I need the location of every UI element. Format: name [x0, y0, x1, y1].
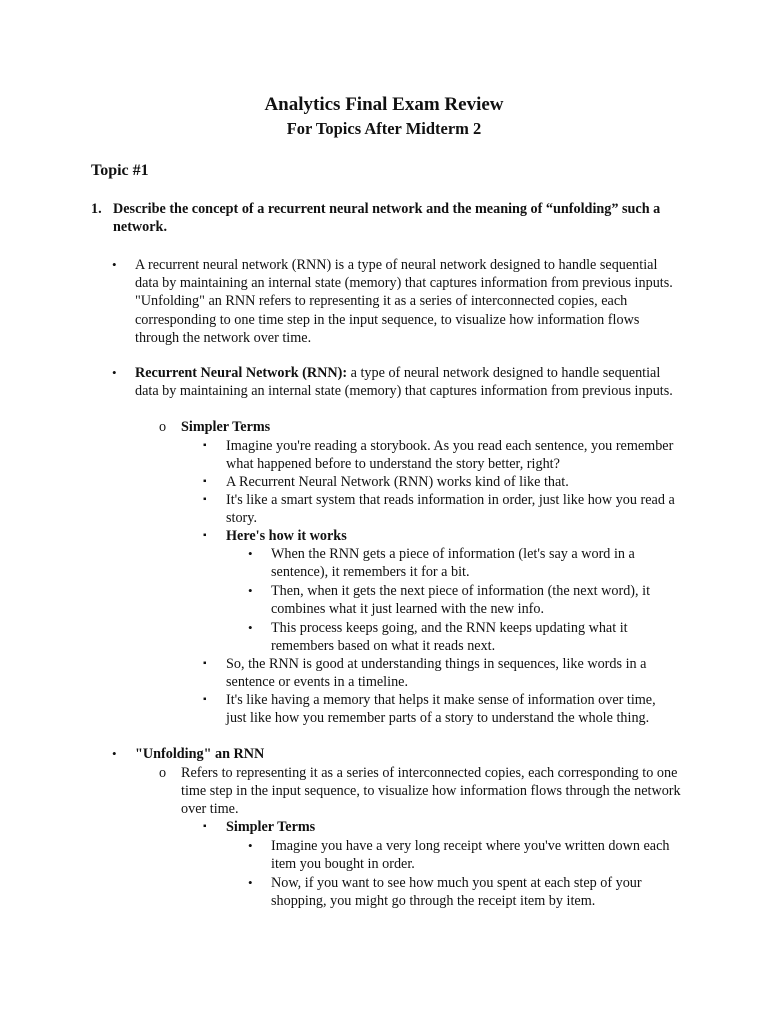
- rnn-definition: [135, 364, 680, 400]
- bullet-icon: •: [112, 365, 117, 380]
- list-item: It's like having a memory that helps it make sense of information over time, just like how you remember parts of a story to understand the whole thing.: [226, 692, 656, 727]
- question-number: 1.: [91, 201, 102, 217]
- bullet-icon: •: [248, 583, 253, 598]
- square-bullet-icon: ▪: [203, 694, 207, 705]
- list-item: When the RNN gets a piece of information (let's say a word in a sentence), it remembers it for a bit.: [271, 546, 635, 581]
- answer-summary: A recurrent neural network (RNN) is a type of neural network designed to handle sequential data by maintaining an internal state (memory) that captures information from previous inputs. "Unfolding" an RNN refers to representing it as a series of interconnected copies, each corresponding to one time step in the input sequence, to visualize how information flows through the network over time.: [135, 257, 673, 346]
- unfolding-label: "Unfolding" an RNN: [135, 746, 265, 762]
- rnn-text: a type of neural network designed to handle sequential data by maintaining an internal state (memory) that captures information from previous inputs.: [135, 365, 673, 400]
- list-item: So, the RNN is good at understanding things in sequences, like words in a sentence or events in a timeline.: [226, 656, 647, 691]
- question-text: Describe the concept of a recurrent neural network and the meaning of “unfolding” such a network.: [113, 201, 661, 236]
- square-bullet-icon: ▪: [203, 821, 207, 832]
- bullet-icon: •: [112, 257, 117, 272]
- list-item: This process keeps going, and the RNN keeps updating what it remembers based on what it reads next.: [271, 620, 628, 655]
- document-subtitle: For Topics After Midterm 2: [286, 119, 482, 138]
- square-bullet-icon: ▪: [203, 440, 207, 451]
- list-item: Imagine you have a very long receipt where you've written down each item you bought in order.: [271, 838, 670, 873]
- circle-bullet-icon: o: [159, 419, 167, 435]
- list-item: A Recurrent Neural Network (RNN) works kind of like that.: [226, 474, 569, 490]
- bullet-icon: •: [248, 620, 253, 635]
- list-item: Imagine you're reading a storybook. As you read each sentence, you remember what happened before to understand the story better, right?: [226, 438, 674, 473]
- square-bullet-icon: ▪: [203, 658, 207, 669]
- unfolding-simpler-terms-label: Simpler Terms: [226, 819, 316, 835]
- rnn-simpler-terms-label: Simpler Terms: [181, 419, 271, 435]
- unfolding-definition: Refers to representing it as a series of interconnected copies, each corresponding to one time step in the input sequence, to visualize how information flows through the network over time.: [181, 765, 681, 818]
- document-title: Analytics Final Exam Review: [264, 94, 504, 115]
- bullet-icon: •: [248, 838, 253, 853]
- bullet-icon: •: [248, 875, 253, 890]
- square-bullet-icon: ▪: [203, 494, 207, 505]
- bullet-icon: •: [112, 746, 117, 761]
- list-item: It's like a smart system that reads information in order, just like how you read a story.: [226, 492, 675, 527]
- rnn-label: Recurrent Neural Network (RNN):: [135, 365, 348, 381]
- square-bullet-icon: ▪: [203, 476, 207, 487]
- list-item: Now, if you want to see how much you spent at each step of your shopping, you might go through the receipt item by item.: [271, 875, 642, 910]
- bullet-icon: •: [248, 546, 253, 561]
- how-it-works-label: Here's how it works: [226, 528, 347, 544]
- square-bullet-icon: ▪: [203, 530, 207, 541]
- list-item: Then, when it gets the next piece of information (the next word), it combines what it just learned with the new info.: [271, 583, 651, 618]
- circle-bullet-icon: o: [159, 765, 167, 781]
- topic-heading: Topic #1: [91, 162, 149, 179]
